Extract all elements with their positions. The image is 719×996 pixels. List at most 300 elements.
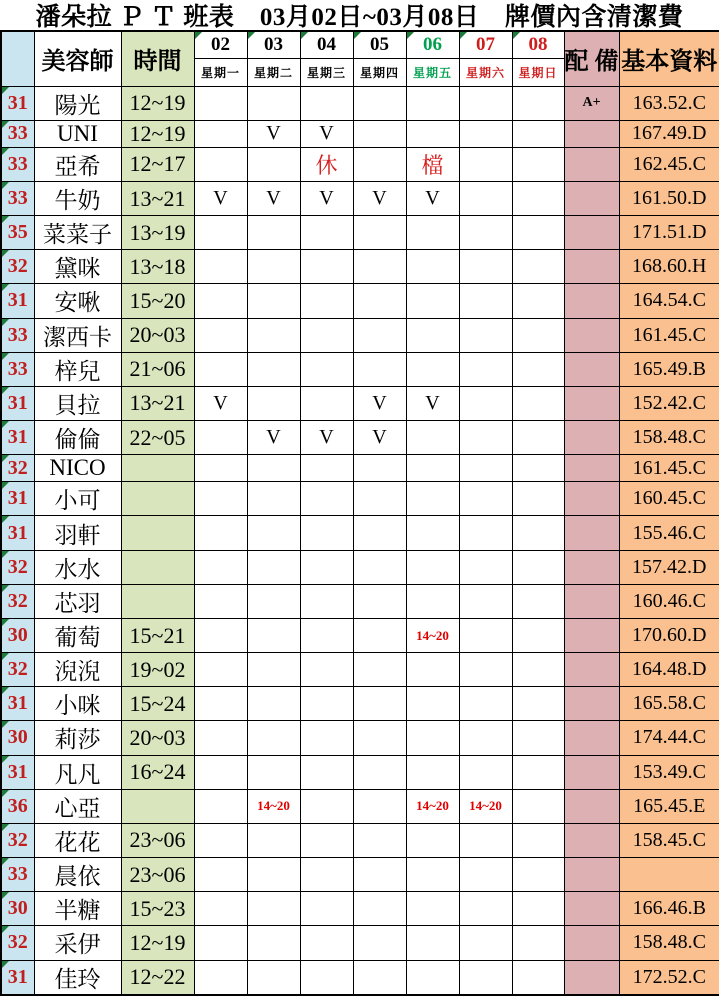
- day-cell[interactable]: [406, 892, 459, 926]
- basic-info-cell[interactable]: 171.51.D: [619, 216, 719, 250]
- staff-number-cell[interactable]: 31: [1, 284, 34, 318]
- day-cell[interactable]: [194, 421, 247, 455]
- day-cell[interactable]: [300, 455, 353, 482]
- day-cell[interactable]: [300, 618, 353, 652]
- day-cell[interactable]: [247, 516, 300, 550]
- day-cell[interactable]: [353, 858, 406, 892]
- corner-cell[interactable]: [1, 31, 34, 86]
- day-cell[interactable]: [459, 926, 512, 960]
- day-cell[interactable]: [459, 755, 512, 789]
- equipment-cell[interactable]: [564, 789, 619, 823]
- day-cell[interactable]: [300, 86, 353, 120]
- basic-info-cell[interactable]: [619, 858, 719, 892]
- basic-info-cell[interactable]: 167.49.D: [619, 120, 719, 147]
- day-cell[interactable]: [406, 216, 459, 250]
- staff-name-cell[interactable]: 淣淣: [34, 653, 121, 687]
- day-cell[interactable]: [353, 120, 406, 147]
- day-cell[interactable]: [459, 584, 512, 618]
- day-cell[interactable]: [459, 653, 512, 687]
- day-cell[interactable]: [459, 823, 512, 857]
- header-weekday-04[interactable]: 星期三: [300, 58, 353, 86]
- day-cell[interactable]: [247, 823, 300, 857]
- day-cell[interactable]: [194, 618, 247, 652]
- basic-info-cell[interactable]: 164.48.D: [619, 653, 719, 687]
- day-cell[interactable]: [353, 618, 406, 652]
- staff-number-cell[interactable]: 32: [1, 653, 34, 687]
- header-date-06[interactable]: 06: [406, 31, 459, 58]
- day-cell[interactable]: [300, 584, 353, 618]
- shift-time-cell[interactable]: 12~19: [121, 120, 194, 147]
- basic-info-cell[interactable]: 155.46.C: [619, 516, 719, 550]
- equipment-cell[interactable]: [564, 721, 619, 755]
- day-cell[interactable]: [300, 823, 353, 857]
- day-cell[interactable]: [194, 789, 247, 823]
- header-weekday-08[interactable]: 星期日: [512, 58, 564, 86]
- header-date-07[interactable]: 07: [459, 31, 512, 58]
- day-cell[interactable]: [353, 318, 406, 352]
- staff-number-cell[interactable]: 33: [1, 147, 34, 181]
- day-cell[interactable]: [512, 823, 564, 857]
- basic-info-cell[interactable]: 174.44.C: [619, 721, 719, 755]
- day-cell[interactable]: [194, 284, 247, 318]
- day-cell[interactable]: [247, 858, 300, 892]
- staff-name-cell[interactable]: 羽軒: [34, 516, 121, 550]
- day-cell[interactable]: [353, 926, 406, 960]
- day-cell[interactable]: [247, 455, 300, 482]
- day-cell[interactable]: [247, 352, 300, 386]
- basic-info-cell[interactable]: 164.54.C: [619, 284, 719, 318]
- day-cell[interactable]: V: [247, 120, 300, 147]
- basic-info-cell[interactable]: 170.60.D: [619, 618, 719, 652]
- day-cell[interactable]: [247, 892, 300, 926]
- equipment-cell[interactable]: [564, 386, 619, 420]
- day-cell[interactable]: [194, 120, 247, 147]
- day-cell[interactable]: [512, 216, 564, 250]
- day-cell[interactable]: [459, 250, 512, 284]
- staff-number-cell[interactable]: 33: [1, 318, 34, 352]
- day-cell[interactable]: [459, 960, 512, 995]
- day-cell[interactable]: [406, 318, 459, 352]
- staff-number-cell[interactable]: 32: [1, 455, 34, 482]
- basic-info-cell[interactable]: 157.42.D: [619, 550, 719, 584]
- equipment-cell[interactable]: [564, 618, 619, 652]
- header-time[interactable]: 時間: [121, 31, 194, 86]
- day-cell[interactable]: [406, 352, 459, 386]
- staff-name-cell[interactable]: 陽光: [34, 86, 121, 120]
- day-cell[interactable]: [194, 823, 247, 857]
- shift-time-cell[interactable]: 12~19: [121, 926, 194, 960]
- day-cell[interactable]: [459, 181, 512, 215]
- equipment-cell[interactable]: [564, 584, 619, 618]
- day-cell[interactable]: [353, 789, 406, 823]
- shift-time-cell[interactable]: 12~17: [121, 147, 194, 181]
- basic-info-cell[interactable]: 153.49.C: [619, 755, 719, 789]
- basic-info-cell[interactable]: 168.60.H: [619, 250, 719, 284]
- day-cell[interactable]: [353, 550, 406, 584]
- day-cell[interactable]: [459, 482, 512, 516]
- shift-time-cell[interactable]: 12~22: [121, 960, 194, 995]
- staff-name-cell[interactable]: 莉莎: [34, 721, 121, 755]
- staff-name-cell[interactable]: 梓兒: [34, 352, 121, 386]
- equipment-cell[interactable]: [564, 892, 619, 926]
- day-cell[interactable]: [247, 386, 300, 420]
- day-cell[interactable]: [247, 755, 300, 789]
- day-cell[interactable]: [300, 482, 353, 516]
- day-cell[interactable]: [194, 858, 247, 892]
- staff-number-cell[interactable]: 35: [1, 216, 34, 250]
- day-cell[interactable]: [459, 421, 512, 455]
- shift-time-cell[interactable]: 15~20: [121, 284, 194, 318]
- day-cell[interactable]: [353, 482, 406, 516]
- day-cell[interactable]: [512, 721, 564, 755]
- equipment-cell[interactable]: [564, 653, 619, 687]
- day-cell[interactable]: V: [300, 181, 353, 215]
- day-cell[interactable]: [247, 926, 300, 960]
- staff-number-cell[interactable]: 31: [1, 482, 34, 516]
- day-cell[interactable]: [406, 550, 459, 584]
- staff-number-cell[interactable]: 32: [1, 823, 34, 857]
- basic-info-cell[interactable]: 162.45.C: [619, 147, 719, 181]
- staff-name-cell[interactable]: 半糖: [34, 892, 121, 926]
- day-cell[interactable]: [300, 960, 353, 995]
- day-cell[interactable]: [459, 352, 512, 386]
- shift-time-cell[interactable]: [121, 482, 194, 516]
- day-cell[interactable]: [406, 516, 459, 550]
- header-date-02[interactable]: 02: [194, 31, 247, 58]
- equipment-cell[interactable]: [564, 516, 619, 550]
- equipment-cell[interactable]: [564, 147, 619, 181]
- header-weekday-05[interactable]: 星期四: [353, 58, 406, 86]
- header-beautician[interactable]: 美容師: [34, 31, 121, 86]
- day-cell[interactable]: [406, 250, 459, 284]
- day-cell[interactable]: [353, 352, 406, 386]
- day-cell[interactable]: [512, 352, 564, 386]
- equipment-cell[interactable]: [564, 858, 619, 892]
- day-cell[interactable]: 14~20: [247, 789, 300, 823]
- header-weekday-02[interactable]: 星期一: [194, 58, 247, 86]
- basic-info-cell[interactable]: 160.45.C: [619, 482, 719, 516]
- basic-info-cell[interactable]: 172.52.C: [619, 960, 719, 995]
- staff-number-cell[interactable]: 32: [1, 584, 34, 618]
- day-cell[interactable]: [459, 147, 512, 181]
- day-cell[interactable]: 14~20: [406, 789, 459, 823]
- day-cell[interactable]: V: [353, 386, 406, 420]
- day-cell[interactable]: [353, 250, 406, 284]
- day-cell[interactable]: [247, 653, 300, 687]
- basic-info-cell[interactable]: 161.45.C: [619, 455, 719, 482]
- basic-info-cell[interactable]: 165.58.C: [619, 687, 719, 721]
- staff-name-cell[interactable]: 安啾: [34, 284, 121, 318]
- day-cell[interactable]: [512, 858, 564, 892]
- basic-info-cell[interactable]: 160.46.C: [619, 584, 719, 618]
- day-cell[interactable]: [194, 721, 247, 755]
- day-cell[interactable]: [406, 482, 459, 516]
- day-cell[interactable]: [512, 755, 564, 789]
- day-cell[interactable]: V: [406, 181, 459, 215]
- day-cell[interactable]: [300, 892, 353, 926]
- staff-number-cell[interactable]: 30: [1, 892, 34, 926]
- shift-time-cell[interactable]: [121, 516, 194, 550]
- staff-name-cell[interactable]: UNI: [34, 120, 121, 147]
- day-cell[interactable]: [459, 318, 512, 352]
- staff-name-cell[interactable]: NICO: [34, 455, 121, 482]
- basic-info-cell[interactable]: 165.49.B: [619, 352, 719, 386]
- staff-name-cell[interactable]: 采伊: [34, 926, 121, 960]
- shift-time-cell[interactable]: [121, 584, 194, 618]
- day-cell[interactable]: V: [300, 120, 353, 147]
- shift-time-cell[interactable]: 13~21: [121, 386, 194, 420]
- day-cell[interactable]: [406, 926, 459, 960]
- day-cell[interactable]: [459, 86, 512, 120]
- shift-time-cell[interactable]: 22~05: [121, 421, 194, 455]
- day-cell[interactable]: [247, 284, 300, 318]
- staff-name-cell[interactable]: 亞希: [34, 147, 121, 181]
- staff-name-cell[interactable]: 貝拉: [34, 386, 121, 420]
- equipment-cell[interactable]: [564, 318, 619, 352]
- staff-number-cell[interactable]: 33: [1, 120, 34, 147]
- staff-number-cell[interactable]: 31: [1, 755, 34, 789]
- day-cell[interactable]: V: [353, 181, 406, 215]
- day-cell[interactable]: [512, 386, 564, 420]
- day-cell[interactable]: [406, 421, 459, 455]
- basic-info-cell[interactable]: 163.52.C: [619, 86, 719, 120]
- equipment-cell[interactable]: [564, 687, 619, 721]
- day-cell[interactable]: [512, 687, 564, 721]
- basic-info-cell[interactable]: 152.42.C: [619, 386, 719, 420]
- day-cell[interactable]: 14~20: [459, 789, 512, 823]
- day-cell[interactable]: [194, 653, 247, 687]
- day-cell[interactable]: [512, 318, 564, 352]
- day-cell[interactable]: [512, 618, 564, 652]
- shift-time-cell[interactable]: 15~24: [121, 687, 194, 721]
- day-cell[interactable]: 休: [300, 147, 353, 181]
- day-cell[interactable]: [353, 86, 406, 120]
- day-cell[interactable]: [512, 960, 564, 995]
- equipment-cell[interactable]: [564, 352, 619, 386]
- shift-time-cell[interactable]: 15~21: [121, 618, 194, 652]
- equipment-cell[interactable]: [564, 120, 619, 147]
- staff-name-cell[interactable]: 倫倫: [34, 421, 121, 455]
- staff-name-cell[interactable]: 芯羽: [34, 584, 121, 618]
- equipment-cell[interactable]: [564, 455, 619, 482]
- staff-number-cell[interactable]: 31: [1, 516, 34, 550]
- staff-number-cell[interactable]: 30: [1, 618, 34, 652]
- day-cell[interactable]: [512, 516, 564, 550]
- staff-number-cell[interactable]: 31: [1, 960, 34, 995]
- day-cell[interactable]: [353, 892, 406, 926]
- staff-name-cell[interactable]: 小咪: [34, 687, 121, 721]
- day-cell[interactable]: [512, 892, 564, 926]
- day-cell[interactable]: [194, 687, 247, 721]
- day-cell[interactable]: [353, 584, 406, 618]
- day-cell[interactable]: [512, 550, 564, 584]
- day-cell[interactable]: [459, 386, 512, 420]
- day-cell[interactable]: [194, 926, 247, 960]
- basic-info-cell[interactable]: 166.46.B: [619, 892, 719, 926]
- staff-number-cell[interactable]: 32: [1, 250, 34, 284]
- day-cell[interactable]: [406, 755, 459, 789]
- staff-name-cell[interactable]: 晨依: [34, 858, 121, 892]
- shift-time-cell[interactable]: 13~19: [121, 216, 194, 250]
- day-cell[interactable]: [353, 284, 406, 318]
- day-cell[interactable]: [512, 147, 564, 181]
- day-cell[interactable]: [406, 960, 459, 995]
- day-cell[interactable]: [194, 455, 247, 482]
- basic-info-cell[interactable]: 158.48.C: [619, 926, 719, 960]
- day-cell[interactable]: [406, 721, 459, 755]
- day-cell[interactable]: V: [300, 421, 353, 455]
- day-cell[interactable]: [194, 892, 247, 926]
- day-cell[interactable]: [194, 147, 247, 181]
- day-cell[interactable]: [459, 721, 512, 755]
- staff-number-cell[interactable]: 32: [1, 550, 34, 584]
- day-cell[interactable]: [512, 584, 564, 618]
- day-cell[interactable]: [194, 250, 247, 284]
- day-cell[interactable]: [194, 216, 247, 250]
- day-cell[interactable]: [406, 455, 459, 482]
- day-cell[interactable]: [353, 147, 406, 181]
- day-cell[interactable]: [459, 618, 512, 652]
- shift-time-cell[interactable]: 16~24: [121, 755, 194, 789]
- staff-name-cell[interactable]: 心亞: [34, 789, 121, 823]
- day-cell[interactable]: [247, 584, 300, 618]
- basic-info-cell[interactable]: 161.50.D: [619, 181, 719, 215]
- staff-number-cell[interactable]: 31: [1, 687, 34, 721]
- staff-number-cell[interactable]: 31: [1, 386, 34, 420]
- day-cell[interactable]: [353, 687, 406, 721]
- day-cell[interactable]: [459, 550, 512, 584]
- day-cell[interactable]: V: [353, 421, 406, 455]
- shift-time-cell[interactable]: 19~02: [121, 653, 194, 687]
- day-cell[interactable]: [300, 789, 353, 823]
- day-cell[interactable]: [300, 653, 353, 687]
- staff-number-cell[interactable]: 33: [1, 858, 34, 892]
- day-cell[interactable]: [406, 584, 459, 618]
- day-cell[interactable]: [194, 584, 247, 618]
- day-cell[interactable]: [353, 653, 406, 687]
- day-cell[interactable]: [353, 516, 406, 550]
- day-cell[interactable]: [247, 318, 300, 352]
- basic-info-cell[interactable]: 158.45.C: [619, 823, 719, 857]
- day-cell[interactable]: [247, 147, 300, 181]
- day-cell[interactable]: [459, 120, 512, 147]
- header-date-04[interactable]: 04: [300, 31, 353, 58]
- day-cell[interactable]: [353, 823, 406, 857]
- shift-time-cell[interactable]: 23~06: [121, 858, 194, 892]
- day-cell[interactable]: [300, 755, 353, 789]
- day-cell[interactable]: [247, 721, 300, 755]
- shift-time-cell[interactable]: 20~03: [121, 721, 194, 755]
- day-cell[interactable]: [194, 482, 247, 516]
- shift-time-cell[interactable]: 23~06: [121, 823, 194, 857]
- day-cell[interactable]: [247, 216, 300, 250]
- day-cell[interactable]: [194, 960, 247, 995]
- day-cell[interactable]: [194, 550, 247, 584]
- day-cell[interactable]: [459, 687, 512, 721]
- day-cell[interactable]: [247, 687, 300, 721]
- shift-time-cell[interactable]: [121, 455, 194, 482]
- day-cell[interactable]: [406, 653, 459, 687]
- staff-name-cell[interactable]: 牛奶: [34, 181, 121, 215]
- staff-number-cell[interactable]: 30: [1, 721, 34, 755]
- day-cell[interactable]: [406, 86, 459, 120]
- day-cell[interactable]: [512, 86, 564, 120]
- shift-time-cell[interactable]: 13~21: [121, 181, 194, 215]
- staff-number-cell[interactable]: 33: [1, 181, 34, 215]
- day-cell[interactable]: [406, 284, 459, 318]
- day-cell[interactable]: [194, 516, 247, 550]
- day-cell[interactable]: [353, 721, 406, 755]
- day-cell[interactable]: [459, 455, 512, 482]
- shift-time-cell[interactable]: 20~03: [121, 318, 194, 352]
- equipment-cell[interactable]: [564, 926, 619, 960]
- day-cell[interactable]: [353, 455, 406, 482]
- header-weekday-06[interactable]: 星期五: [406, 58, 459, 86]
- day-cell[interactable]: [247, 250, 300, 284]
- day-cell[interactable]: [300, 284, 353, 318]
- day-cell[interactable]: [300, 250, 353, 284]
- day-cell[interactable]: [406, 687, 459, 721]
- day-cell[interactable]: [459, 858, 512, 892]
- staff-number-cell[interactable]: 32: [1, 926, 34, 960]
- day-cell[interactable]: [300, 858, 353, 892]
- staff-name-cell[interactable]: 葡萄: [34, 618, 121, 652]
- day-cell[interactable]: [247, 618, 300, 652]
- day-cell[interactable]: [512, 789, 564, 823]
- shift-time-cell[interactable]: [121, 550, 194, 584]
- day-cell[interactable]: [300, 318, 353, 352]
- staff-name-cell[interactable]: 小可: [34, 482, 121, 516]
- equipment-cell[interactable]: [564, 755, 619, 789]
- equipment-cell[interactable]: [564, 250, 619, 284]
- shift-time-cell[interactable]: 21~06: [121, 352, 194, 386]
- equipment-cell[interactable]: [564, 482, 619, 516]
- day-cell[interactable]: [512, 653, 564, 687]
- day-cell[interactable]: [459, 892, 512, 926]
- staff-name-cell[interactable]: 水水: [34, 550, 121, 584]
- equipment-cell[interactable]: A+: [564, 86, 619, 120]
- day-cell[interactable]: [512, 120, 564, 147]
- header-date-08[interactable]: 08: [512, 31, 564, 58]
- day-cell[interactable]: [300, 687, 353, 721]
- basic-info-cell[interactable]: 165.45.E: [619, 789, 719, 823]
- staff-name-cell[interactable]: 菜菜子: [34, 216, 121, 250]
- day-cell[interactable]: V: [194, 386, 247, 420]
- day-cell[interactable]: [353, 960, 406, 995]
- day-cell[interactable]: V: [247, 421, 300, 455]
- day-cell[interactable]: [194, 86, 247, 120]
- basic-info-cell[interactable]: 158.48.C: [619, 421, 719, 455]
- day-cell[interactable]: [300, 516, 353, 550]
- day-cell[interactable]: 檔: [406, 147, 459, 181]
- shift-time-cell[interactable]: 15~23: [121, 892, 194, 926]
- day-cell[interactable]: [194, 318, 247, 352]
- day-cell[interactable]: [300, 216, 353, 250]
- staff-name-cell[interactable]: 黛咪: [34, 250, 121, 284]
- header-equipment[interactable]: 配 備: [564, 31, 619, 86]
- day-cell[interactable]: [300, 352, 353, 386]
- day-cell[interactable]: [406, 858, 459, 892]
- day-cell[interactable]: [512, 284, 564, 318]
- equipment-cell[interactable]: [564, 421, 619, 455]
- staff-number-cell[interactable]: 31: [1, 86, 34, 120]
- day-cell[interactable]: [300, 386, 353, 420]
- day-cell[interactable]: [194, 352, 247, 386]
- header-date-03[interactable]: 03: [247, 31, 300, 58]
- staff-number-cell[interactable]: 31: [1, 421, 34, 455]
- day-cell[interactable]: [300, 926, 353, 960]
- day-cell[interactable]: [512, 482, 564, 516]
